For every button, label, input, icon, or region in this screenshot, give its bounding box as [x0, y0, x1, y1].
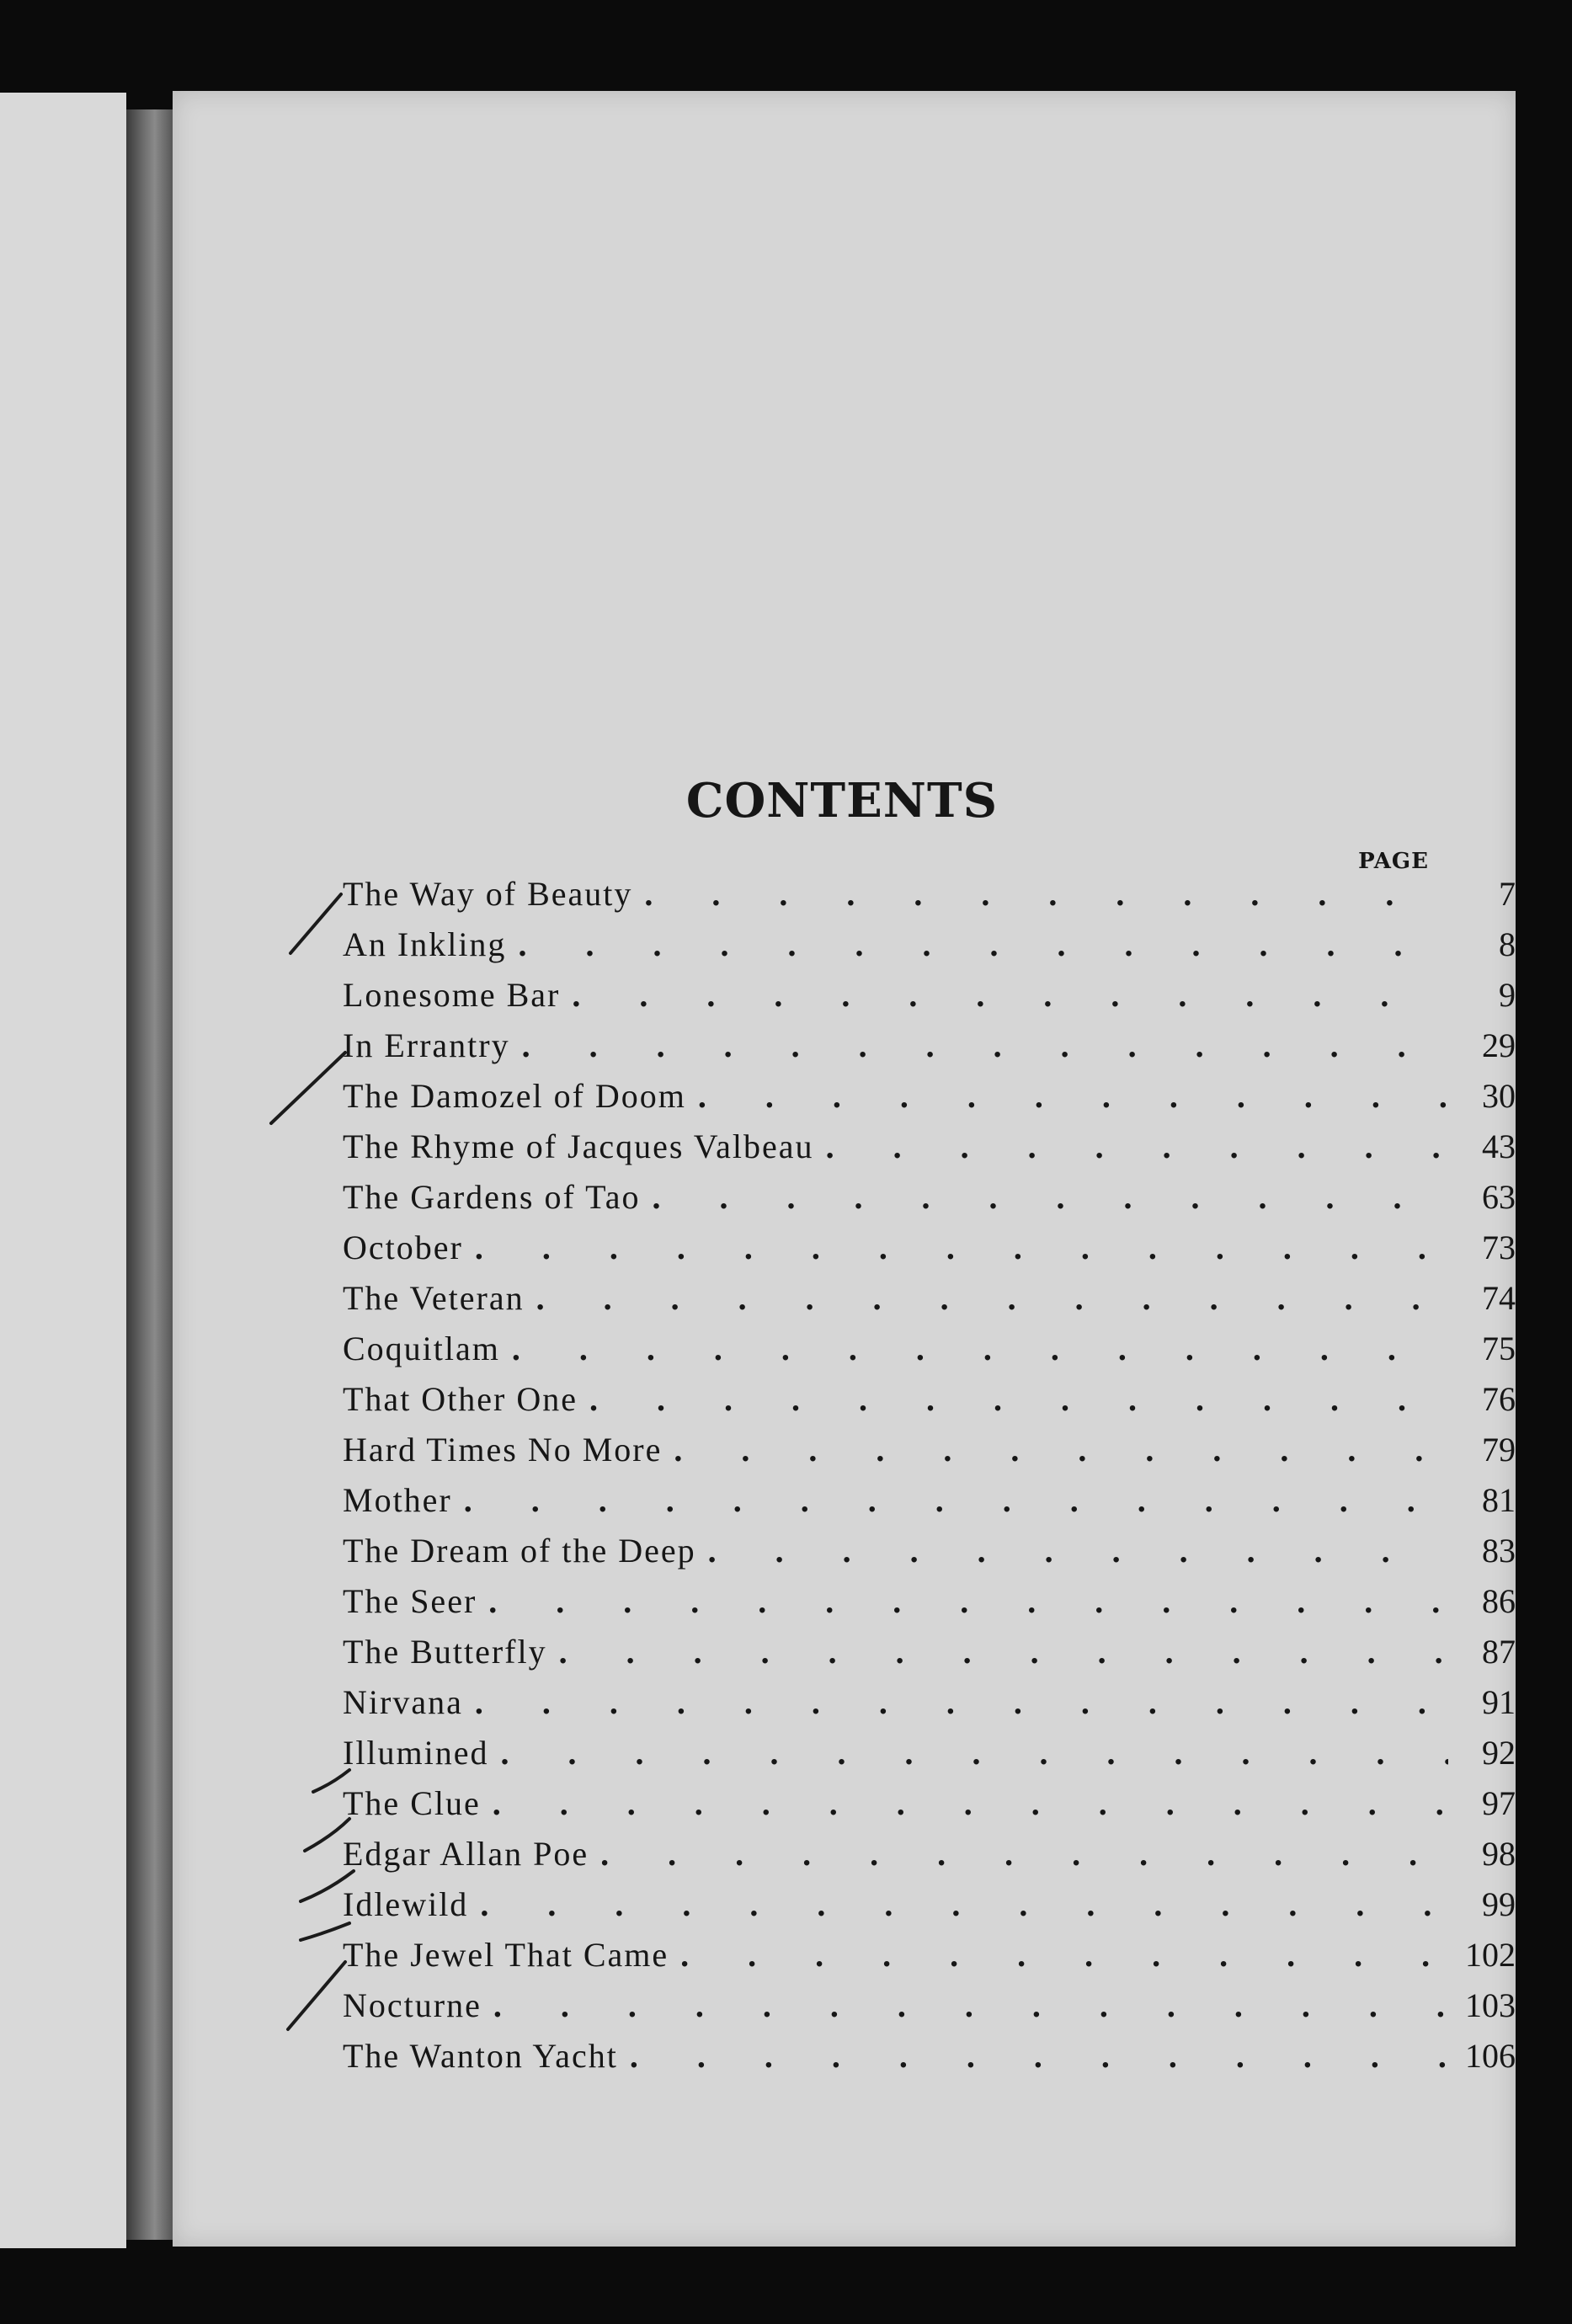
- entry-page-number: 87: [1482, 1633, 1516, 1671]
- dot-leader: [480, 1884, 1448, 1924]
- entry-title: The Seer: [343, 1582, 477, 1620]
- entry-page-number: 73: [1482, 1229, 1516, 1266]
- dot-leader: [475, 1682, 1448, 1722]
- entry-page-number: 92: [1482, 1734, 1516, 1772]
- entry-title: The Dream of the Deep: [343, 1532, 696, 1570]
- dot-leader: [826, 1127, 1448, 1166]
- entry-page-number: 91: [1482, 1683, 1516, 1721]
- entry-title: The Damozel of Doom: [343, 1077, 686, 1115]
- entry-title: Nocturne: [343, 1986, 482, 2024]
- entry-title: The Way of Beauty: [343, 875, 633, 913]
- entry-page-number: 86: [1482, 1582, 1516, 1620]
- toc-entry: [343, 1884, 1516, 1935]
- toc-entry: [343, 975, 1516, 1026]
- entry-page-number: 9: [1499, 976, 1516, 1014]
- entry-title: Hard Times No More: [343, 1431, 663, 1468]
- dot-leader: [464, 1480, 1448, 1520]
- table-of-contents: [343, 874, 1516, 2087]
- toc-entry: [343, 1531, 1516, 1581]
- entry-page-number: 76: [1482, 1380, 1516, 1418]
- toc-entry: [343, 2036, 1516, 2087]
- entry-page-number: 103: [1465, 1986, 1516, 2024]
- dot-leader: [475, 1228, 1448, 1267]
- dot-leader: [674, 1430, 1448, 1469]
- entry-title: In Errantry: [343, 1026, 510, 1064]
- entry-page-number: 81: [1482, 1481, 1516, 1519]
- dot-leader: [536, 1278, 1448, 1318]
- entry-title: Nirvana: [343, 1683, 463, 1721]
- toc-entry: [343, 1986, 1516, 2036]
- dot-leader: [708, 1531, 1448, 1570]
- entry-title: An Inkling: [343, 925, 507, 963]
- toc-entry: [343, 1682, 1516, 1733]
- dot-leader: [630, 2036, 1448, 2076]
- dot-leader: [589, 1379, 1448, 1419]
- entry-page-number: 102: [1465, 1936, 1516, 1974]
- dot-leader: [522, 1026, 1448, 1065]
- entry-title: Mother: [343, 1481, 452, 1519]
- toc-entry: [343, 925, 1516, 975]
- entry-page-number: 7: [1499, 875, 1516, 913]
- entry-title: The Veteran: [343, 1279, 525, 1317]
- entry-title: Idlewild: [343, 1885, 469, 1923]
- dot-leader: [600, 1834, 1448, 1874]
- entry-title: That Other One: [343, 1380, 578, 1418]
- entry-page-number: 43: [1482, 1127, 1516, 1165]
- entry-page-number: 97: [1482, 1784, 1516, 1822]
- toc-entry: [343, 1581, 1516, 1632]
- entry-title: Coquitlam: [343, 1330, 500, 1367]
- dot-leader: [698, 1076, 1448, 1116]
- dot-leader: [652, 1177, 1448, 1217]
- toc-entry: [343, 874, 1516, 925]
- toc-entry: [343, 1329, 1516, 1379]
- entry-title: Illumined: [343, 1734, 489, 1772]
- toc-entry: [343, 1177, 1516, 1228]
- dot-leader: [493, 1986, 1448, 2025]
- entry-page-number: 63: [1482, 1178, 1516, 1216]
- dot-leader: [644, 874, 1448, 914]
- toc-entry: [343, 1379, 1516, 1430]
- toc-entry: [343, 1430, 1516, 1480]
- toc-entry: [343, 1935, 1516, 1986]
- entry-title: The Jewel That Came: [343, 1936, 669, 1974]
- book-spine-shadow: [126, 109, 173, 2240]
- entry-title: The Butterfly: [343, 1633, 547, 1671]
- toc-entry: [343, 1783, 1516, 1834]
- page-column-header: PAGE: [1358, 849, 1429, 874]
- facing-page-edge: [0, 93, 126, 2248]
- toc-entry: [343, 1076, 1516, 1127]
- page-title: CONTENTS: [685, 773, 999, 829]
- entry-title: The Gardens of Tao: [343, 1178, 641, 1216]
- toc-entry: [343, 1834, 1516, 1884]
- entry-title: Lonesome Bar: [343, 976, 561, 1014]
- toc-entry: [343, 1278, 1516, 1329]
- entry-title: Edgar Allan Poe: [343, 1835, 589, 1873]
- dot-leader: [488, 1581, 1448, 1621]
- toc-entry: [343, 1480, 1516, 1531]
- entry-page-number: 30: [1482, 1077, 1516, 1115]
- dot-leader: [512, 1329, 1448, 1368]
- dot-leader: [518, 925, 1448, 964]
- entry-title: October: [343, 1229, 463, 1266]
- entry-title: The Wanton Yacht: [343, 2037, 618, 2075]
- toc-entry: [343, 1127, 1516, 1177]
- entry-page-number: 98: [1482, 1835, 1516, 1873]
- toc-entry: [343, 1228, 1516, 1278]
- entry-page-number: 8: [1499, 925, 1516, 963]
- dot-leader: [572, 975, 1448, 1015]
- dot-leader: [501, 1733, 1448, 1772]
- entry-page-number: 99: [1482, 1885, 1516, 1923]
- dot-leader: [680, 1935, 1448, 1975]
- contents-page: [173, 91, 1516, 2247]
- entry-title: The Clue: [343, 1784, 481, 1822]
- toc-entry: [343, 1632, 1516, 1682]
- dot-leader: [559, 1632, 1448, 1671]
- entry-title: The Rhyme of Jacques Valbeau: [343, 1127, 814, 1165]
- entry-page-number: 29: [1482, 1026, 1516, 1064]
- entry-page-number: 74: [1482, 1279, 1516, 1317]
- dot-leader: [493, 1783, 1448, 1823]
- toc-entry: [343, 1026, 1516, 1076]
- toc-entry: [343, 1733, 1516, 1783]
- entry-page-number: 75: [1482, 1330, 1516, 1367]
- entry-page-number: 83: [1482, 1532, 1516, 1570]
- entry-page-number: 79: [1482, 1431, 1516, 1468]
- entry-page-number: 106: [1465, 2037, 1516, 2075]
